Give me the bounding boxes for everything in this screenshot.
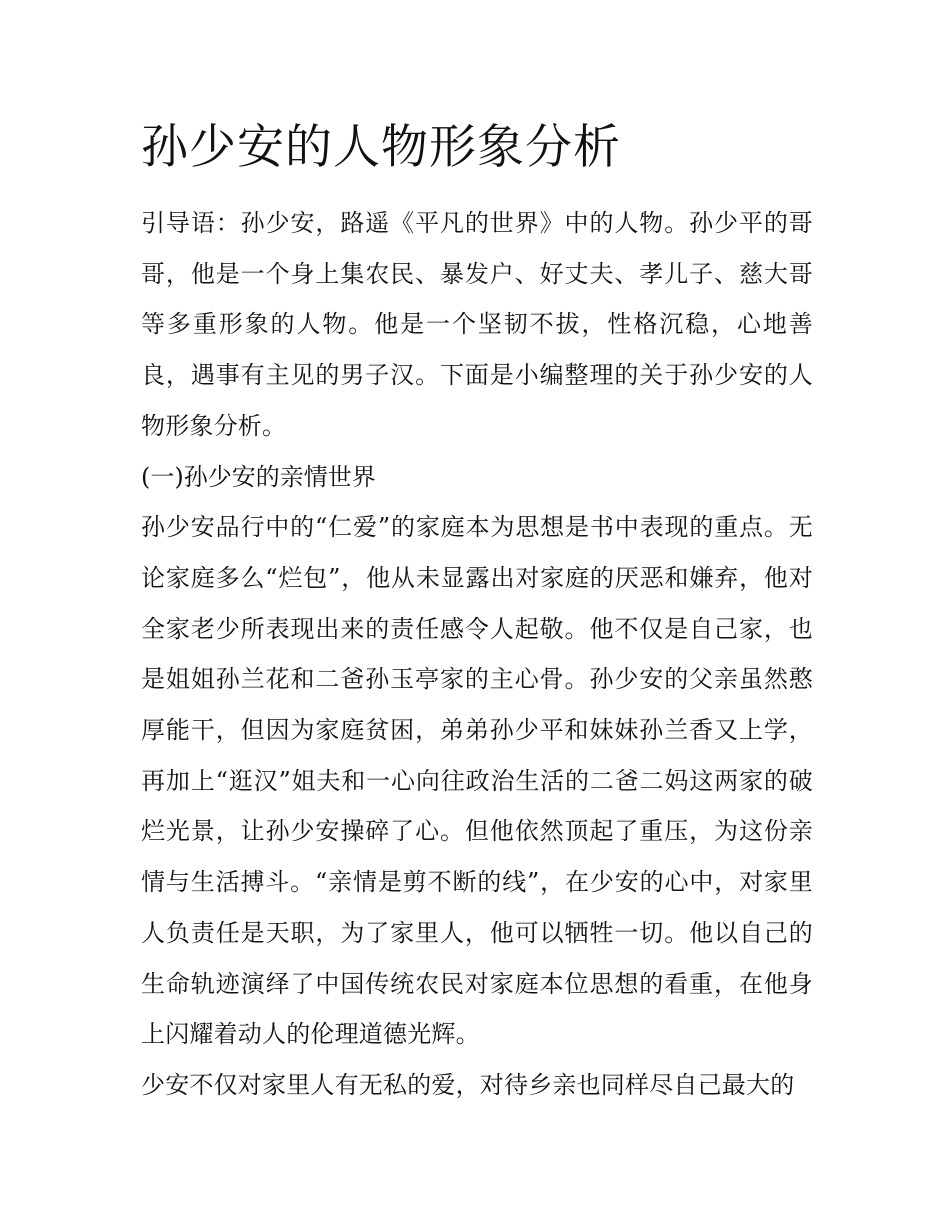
body-paragraph-family: 孙少安品行中的“仁爱”的家庭本为思想是书中表现的重点。无论家庭多么“烂包”，他从未显露出对家庭的厌恶和嫌弃，他对全家老少所表现出来的责任感令人起敬。他不仅是自己家，也是姐姐孙兰花和二爸孙玉亭家的主心骨。孙少安的父亲虽然憨厚能干，但因为家庭贫困，弟弟孙少平和妹妹孙兰香又上学，再加上“逛汉”姐夫和一心向往政治生活的二爸二妈这两家的破烂光景，让孙少安操碎了心。但他依然顶起了重压，为这份亲情与生活搏斗。“亲情是剪不断的线”，在少安的心中，对家里人负责任是天职，为了家里人，他可以牺牲一切。他以自己的生命轨迹演绎了中国传统农民对家庭本位思想的看重，在他身上闪耀着动人的伦理道德光辉。 — [141, 513, 813, 1049]
section-heading: (一)孙少安的亲情世界 — [141, 462, 376, 491]
body-paragraph-villagers: 少安不仅对家里人有无私的爱，对待乡亲也同样尽自己最大的 — [141, 1070, 795, 1099]
document-title: 孙少安的人物形象分析 — [141, 120, 621, 175]
document-body — [141, 118, 813, 1111]
intro-paragraph: 引导语：孙少安，路遥《平凡的世界》中的人物。孙少平的哥哥，他是一个身上集农民、暴发户、好丈夫、孝儿子、慈大哥等多重形象的人物。他是一个坚韧不拔，性格沉稳，心地善良，遇事有主见的男子汉。下面是小编整理的关于孙少安的人物形象分析。 — [141, 209, 813, 440]
